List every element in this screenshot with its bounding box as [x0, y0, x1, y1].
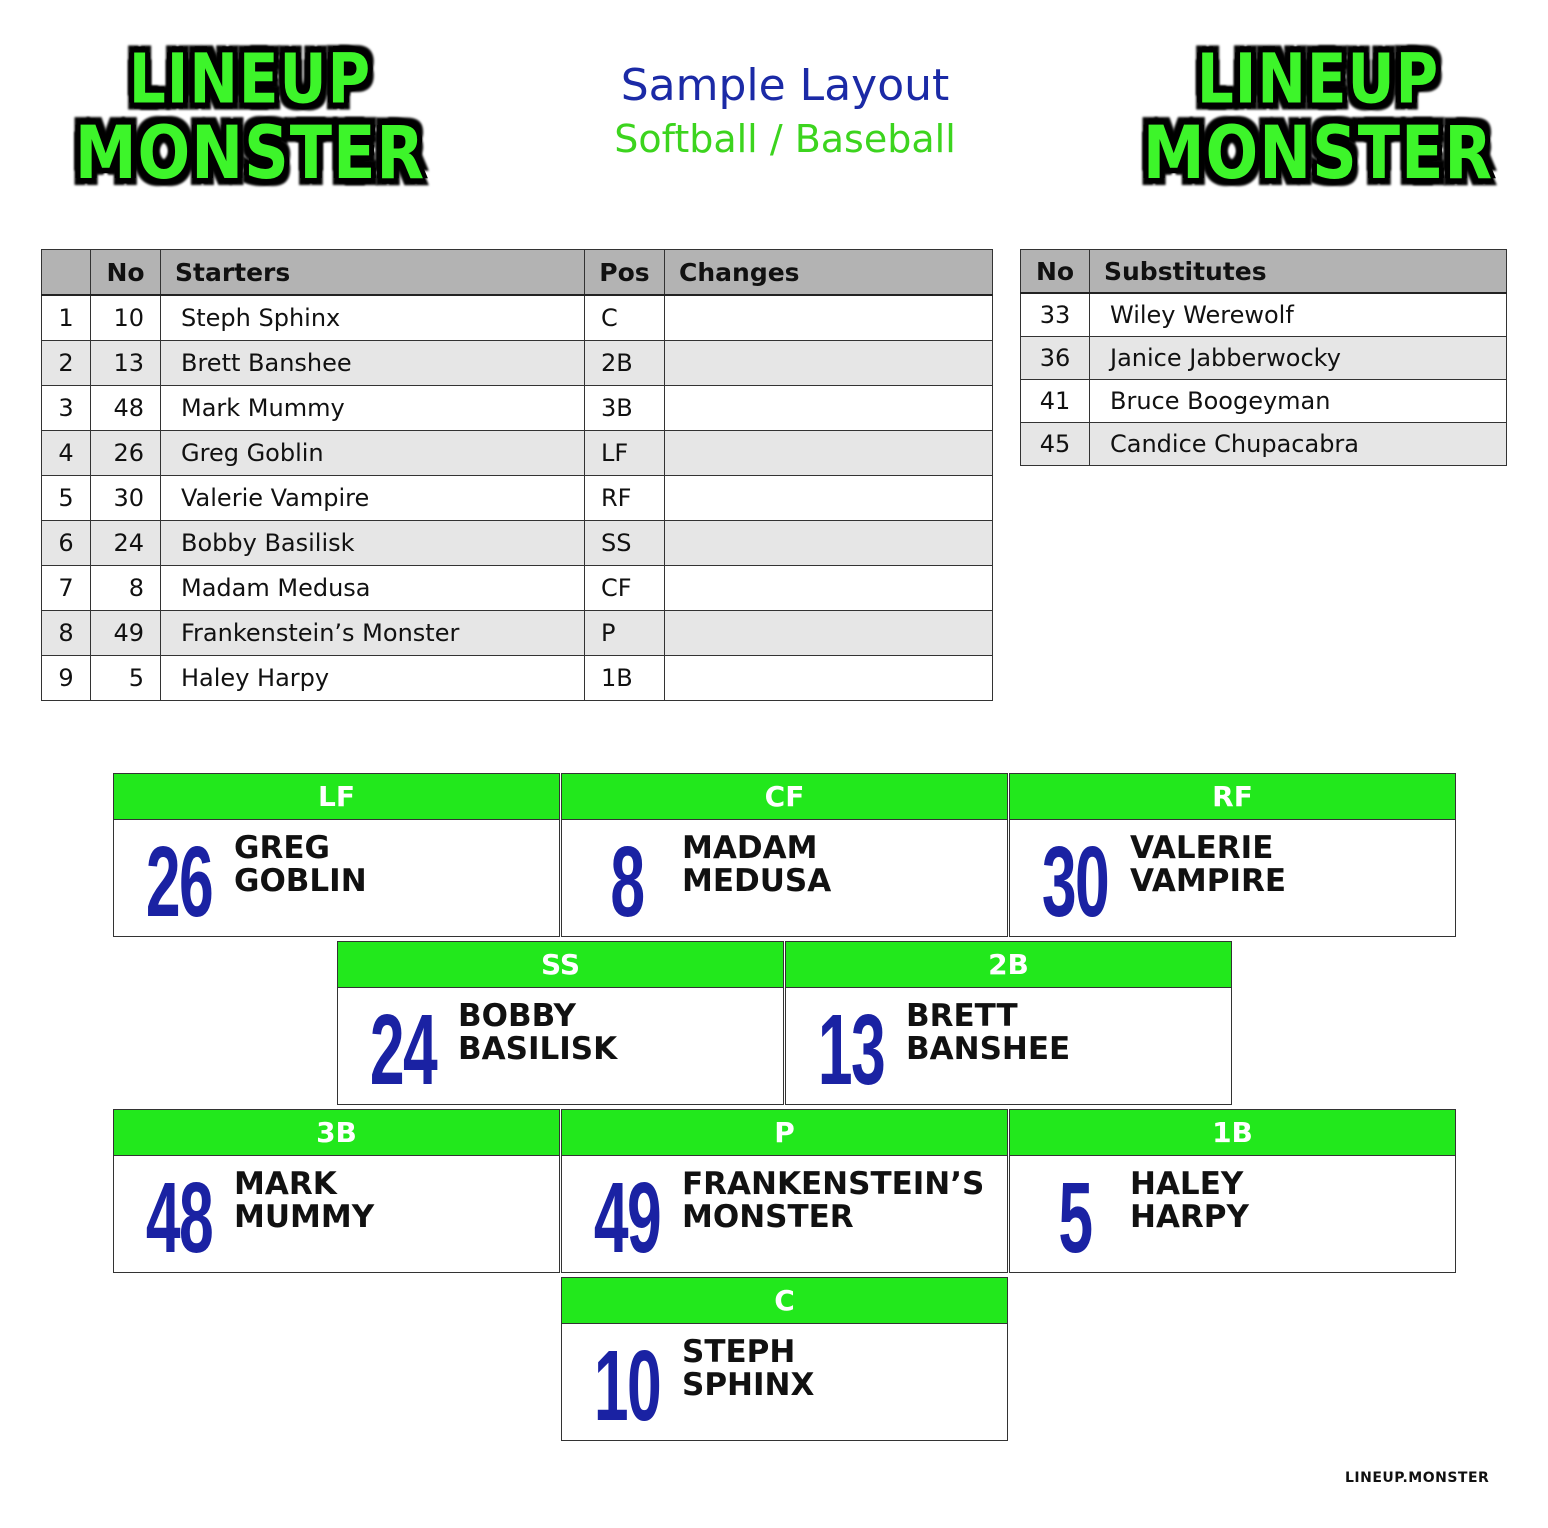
- logo-line1: LINEUP: [128, 38, 372, 120]
- changes-cell: [665, 295, 993, 341]
- table-row: [42, 341, 993, 386]
- player-number: 26: [91, 431, 161, 476]
- field-card-ss: [337, 941, 784, 1105]
- field-card-c: [561, 1277, 1008, 1441]
- jersey-number: 5: [1058, 1161, 1092, 1273]
- field-card-rf: [1009, 773, 1456, 937]
- table-row: [42, 386, 993, 431]
- table-row: [1021, 337, 1507, 380]
- logo-line2: MONSTER: [74, 109, 426, 196]
- player-name: Brett Banshee: [161, 341, 585, 386]
- field-card-3b: [113, 1109, 560, 1273]
- player-name: Janice Jabberwocky: [1090, 337, 1507, 380]
- last-name: MUMMY: [234, 1199, 375, 1235]
- table-row: [42, 521, 993, 566]
- player-position: CF: [585, 566, 665, 611]
- player-number: 41: [1021, 380, 1090, 423]
- first-name: MARK: [234, 1166, 337, 1202]
- batting-order: 6: [42, 521, 91, 566]
- jersey-number: 49: [593, 1161, 661, 1273]
- player-number: 30: [91, 476, 161, 521]
- player-position: SS: [585, 521, 665, 566]
- lineup-monster-logo-left: [74, 38, 426, 196]
- first-name: GREG: [234, 830, 330, 866]
- batting-order: 7: [42, 566, 91, 611]
- player-position: P: [585, 611, 665, 656]
- player-position: RF: [585, 476, 665, 521]
- player-name: Mark Mummy: [161, 386, 585, 431]
- jersey-number: 10: [593, 1329, 661, 1441]
- last-name: BASILISK: [458, 1031, 618, 1067]
- player-name: Greg Goblin: [161, 431, 585, 476]
- first-name: VALERIE: [1130, 830, 1274, 866]
- player-number: 45: [1021, 423, 1090, 466]
- player-position: 2B: [585, 341, 665, 386]
- player-name: Frankenstein’s Monster: [161, 611, 585, 656]
- batting-order: 9: [42, 656, 91, 701]
- player-number: 36: [1021, 337, 1090, 380]
- changes-cell: [665, 341, 993, 386]
- order-header: [42, 250, 91, 296]
- substitutes-header-row: [1021, 250, 1507, 294]
- first-name: BRETT: [906, 998, 1018, 1034]
- player-position: C: [585, 295, 665, 341]
- changes-header: Changes: [665, 250, 993, 296]
- player-number: 8: [91, 566, 161, 611]
- first-name: FRANKENSTEIN’S: [682, 1166, 985, 1202]
- position-label: C: [562, 1278, 1007, 1324]
- position-label: 3B: [114, 1110, 559, 1156]
- table-row: [42, 431, 993, 476]
- last-name: SPHINX: [682, 1367, 815, 1403]
- no-header: No: [1021, 250, 1090, 294]
- player-position: 1B: [585, 656, 665, 701]
- position-label: P: [562, 1110, 1007, 1156]
- first-name: MADAM: [682, 830, 818, 866]
- player-name: [458, 1000, 778, 1066]
- substitutes-header: Substitutes: [1090, 250, 1507, 294]
- player-number: 49: [91, 611, 161, 656]
- last-name: MEDUSA: [682, 863, 832, 899]
- player-name: [682, 1336, 1002, 1402]
- table-row: [42, 476, 993, 521]
- jersey-number: 24: [369, 993, 437, 1105]
- title-block: [560, 60, 1010, 166]
- batting-order: 4: [42, 431, 91, 476]
- first-name: BOBBY: [458, 998, 576, 1034]
- first-name: STEPH: [682, 1334, 796, 1370]
- no-header: No: [91, 250, 161, 296]
- player-number: 48: [91, 386, 161, 431]
- player-name: Valerie Vampire: [161, 476, 585, 521]
- player-number: 13: [91, 341, 161, 386]
- player-name: Bruce Boogeyman: [1090, 380, 1507, 423]
- batting-order: 1: [42, 295, 91, 341]
- jersey-number: 30: [1041, 825, 1109, 937]
- position-label: LF: [114, 774, 559, 820]
- field-card-2b: [785, 941, 1232, 1105]
- table-row: [42, 566, 993, 611]
- player-name: Wiley Werewolf: [1090, 293, 1507, 337]
- player-number: 33: [1021, 293, 1090, 337]
- player-number: 10: [91, 295, 161, 341]
- jersey-number: 26: [145, 825, 213, 937]
- table-row: [42, 611, 993, 656]
- substitutes-table: [1020, 249, 1507, 466]
- table-row: [42, 656, 993, 701]
- position-label: 2B: [786, 942, 1231, 988]
- field-card-p: [561, 1109, 1008, 1273]
- table-row: [42, 295, 993, 341]
- player-number: 5: [91, 656, 161, 701]
- position-label: SS: [338, 942, 783, 988]
- player-number: 24: [91, 521, 161, 566]
- changes-cell: [665, 656, 993, 701]
- player-name: [234, 1168, 554, 1234]
- jersey-number: 13: [817, 993, 885, 1105]
- starters-header: Starters: [161, 250, 585, 296]
- changes-cell: [665, 476, 993, 521]
- player-name: Haley Harpy: [161, 656, 585, 701]
- player-name: Steph Sphinx: [161, 295, 585, 341]
- player-name: Bobby Basilisk: [161, 521, 585, 566]
- jersey-number: 48: [145, 1161, 213, 1273]
- position-label: CF: [562, 774, 1007, 820]
- player-name: [1130, 1168, 1450, 1234]
- logo-line1: LINEUP: [1196, 38, 1440, 120]
- starters-header-row: [42, 250, 993, 296]
- player-position: 3B: [585, 386, 665, 431]
- player-name: [1130, 832, 1450, 898]
- footer-watermark: LINEUP.MONSTER: [1345, 1470, 1490, 1486]
- changes-cell: [665, 431, 993, 476]
- changes-cell: [665, 386, 993, 431]
- batting-order: 5: [42, 476, 91, 521]
- table-row: [1021, 293, 1507, 337]
- player-name: Candice Chupacabra: [1090, 423, 1507, 466]
- table-row: [1021, 380, 1507, 423]
- position-label: RF: [1010, 774, 1455, 820]
- last-name: VAMPIRE: [1130, 863, 1287, 899]
- player-name: [234, 832, 554, 898]
- player-name: [906, 1000, 1226, 1066]
- last-name: GOBLIN: [234, 863, 367, 899]
- page-title: Sample Layout: [620, 60, 950, 111]
- logo-line2: MONSTER: [1142, 109, 1494, 196]
- field-card-1b: [1009, 1109, 1456, 1273]
- page-subtitle: Softball / Baseball: [614, 116, 956, 161]
- batting-order: 8: [42, 611, 91, 656]
- first-name: HALEY: [1130, 1166, 1244, 1202]
- last-name: BANSHEE: [906, 1031, 1071, 1067]
- player-position: LF: [585, 431, 665, 476]
- player-name: Madam Medusa: [161, 566, 585, 611]
- changes-cell: [665, 521, 993, 566]
- table-row: [1021, 423, 1507, 466]
- player-name: [682, 1168, 1002, 1234]
- field-card-cf: [561, 773, 1008, 937]
- last-name: MONSTER: [682, 1199, 854, 1235]
- batting-order: 3: [42, 386, 91, 431]
- jersey-number: 8: [610, 825, 644, 937]
- starters-table: [41, 249, 993, 701]
- last-name: HARPY: [1130, 1199, 1249, 1235]
- position-label: 1B: [1010, 1110, 1455, 1156]
- pos-header: Pos: [585, 250, 665, 296]
- changes-cell: [665, 566, 993, 611]
- changes-cell: [665, 611, 993, 656]
- field-card-lf: [113, 773, 560, 937]
- batting-order: 2: [42, 341, 91, 386]
- player-name: [682, 832, 1002, 898]
- lineup-monster-logo-right: [1142, 38, 1494, 196]
